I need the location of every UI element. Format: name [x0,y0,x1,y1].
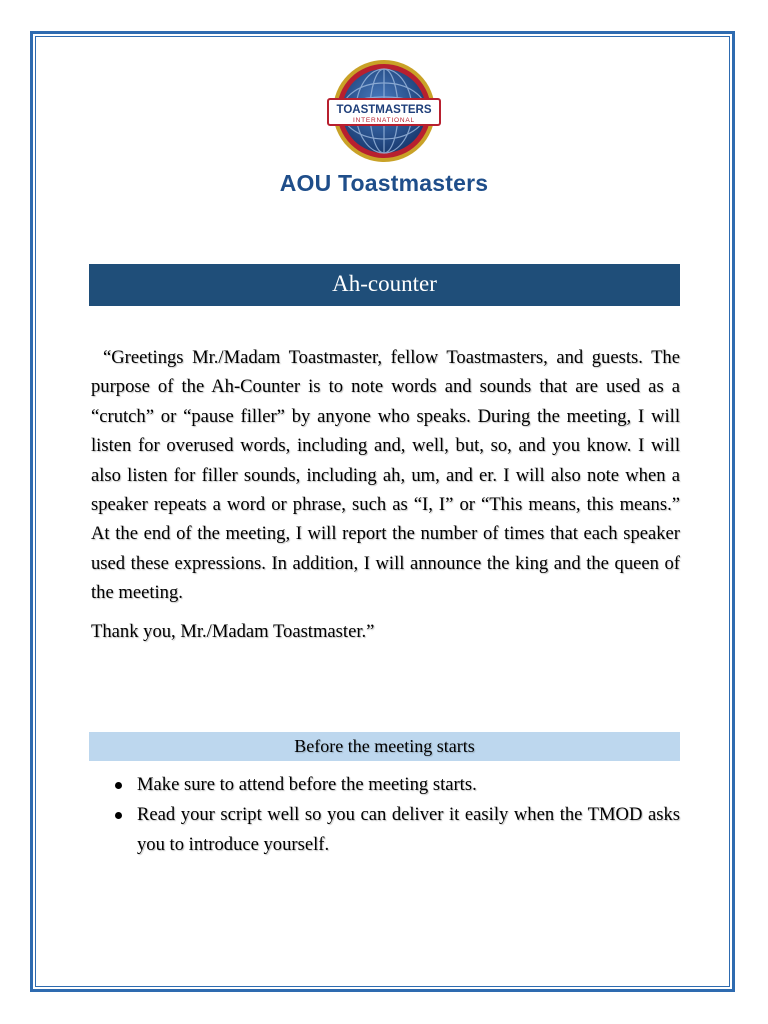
list-item [91,770,680,799]
logo-text-secondary: INTERNATIONAL [353,117,415,124]
bullet-icon [115,782,122,789]
role-title: Ah-counter [332,271,437,296]
list-item-text: Read your script well so you can deliver it easily when the TMOD asks you to introduce yourself. [137,804,680,855]
before-meeting-heading-banner [89,732,680,761]
role-script [91,343,680,646]
script-paragraph: “Greetings Mr./Madam Toastmaster, fellow Toastmasters, and guests. The purpose of the Ah-Counter is to note words and sounds that are used as a “crutch” or “pause filler” by anyone who speaks. During the meeting, I will listen for overused words, including and, well, but, so, and you know. I will also listen for filler sounds, including ah, um, and er. I will also note when a speaker repeats a word or phrase, such as “I, I” or “This means, this means.” At the end of the meeting, I will report the number of times that each speaker used these expressions. In addition, I will announce the king and the queen of the meeting. [91,347,680,604]
toastmasters-logo [322,55,446,167]
role-title-banner [89,264,680,306]
list-item-text: Make sure to attend before the meeting starts. [137,774,477,795]
before-meeting-list [91,770,680,860]
before-meeting-heading: Before the meeting starts [294,736,475,756]
closing-line: Thank you, Mr./Madam Toastmaster.” [91,620,375,642]
list-item [91,800,680,859]
bullet-icon [115,812,122,819]
org-title: AOU Toastmasters [279,170,489,196]
logo-text-primary: TOASTMASTERS [336,104,432,116]
